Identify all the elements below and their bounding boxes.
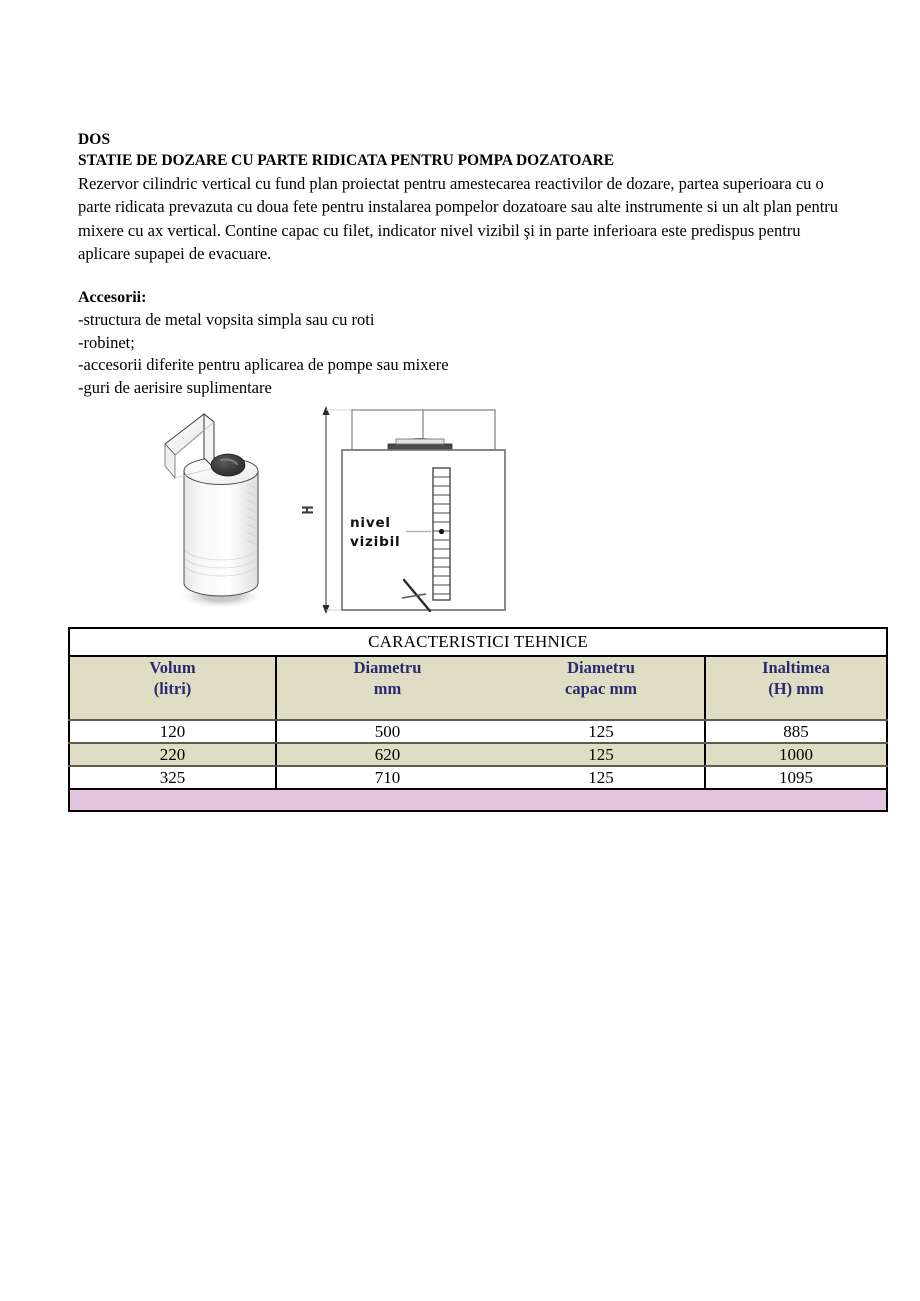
table-caption-row: [69, 628, 887, 656]
column-header-inaltimea-line1: Inaltimea: [762, 658, 830, 677]
cell-diametru: 620: [276, 743, 498, 766]
technical-characteristics-table: [68, 627, 886, 812]
table-caption: CARACTERISTICI TEHNICE: [69, 628, 887, 656]
cell-diametru-capac: 125: [498, 720, 705, 743]
tank-elevation-drawing: [299, 406, 505, 614]
page-subtitle: STATIE DE DOZARE CU PARTE RIDICATA PENTRU POMPA DOZATOARE: [78, 152, 615, 169]
cell-diametru-capac: 125: [498, 766, 705, 789]
column-header-diametru-capac-line1: Diametru: [567, 658, 635, 677]
column-header-diametru-capac-line2: capac mm: [565, 679, 637, 698]
column-header-volum-line2: (litri): [153, 679, 192, 698]
cell-volum: 325: [69, 766, 276, 789]
tank-3d-illustration: [165, 414, 265, 609]
accessories-item: -guri de aerisire suplimentare: [78, 377, 272, 397]
column-header-diametru: [276, 656, 498, 720]
screw-cap-profile: [388, 439, 452, 452]
accessories-item: -accesorii diferite pentru aplicarea de pompe sau mixere: [78, 355, 449, 375]
cell-inaltime: 1095: [705, 766, 887, 789]
accessories-item: -structura de metal vopsita simpla sau cu roti: [78, 310, 375, 329]
table-row: [69, 743, 887, 766]
cell-volum: 220: [69, 743, 276, 766]
table-header-row: [69, 656, 887, 720]
cell-inaltime: 885: [705, 720, 887, 743]
column-header-diametru-line1: Diametru: [353, 658, 422, 677]
cell-volum: 120: [69, 720, 276, 743]
height-dimension-label: H: [299, 505, 317, 515]
table-row: [69, 720, 887, 743]
level-label-line-2: vizibil: [350, 534, 401, 550]
accessories-heading: Accesorii:: [78, 289, 147, 306]
column-header-diametru-line2: mm: [373, 679, 402, 698]
column-header-volum-line1: Volum: [149, 658, 196, 677]
table-footer-row: [69, 789, 887, 811]
cell-diametru: 710: [276, 766, 498, 789]
cell-diametru: 500: [276, 720, 498, 743]
column-header-inaltimea: [705, 656, 887, 720]
cell-inaltime: 1000: [705, 743, 887, 766]
column-header-volum: [69, 656, 276, 720]
accessories-item: -robinet;: [78, 332, 135, 352]
cell-diametru-capac: 125: [498, 743, 705, 766]
product-description: Rezervor cilindric vertical cu fund plan proiectat pentru amestecarea reactivilor de dozare, partea superioara cu o parte ridicata prevazuta cu doua fete pentru instalarea pompelor dozatoare sau alte instrumente si un alt plan pentru mixere cu ax vertical. Contine capac cu filet, indicator nivel vizibil şi in parte inferioara este predispus pentru aplicare supapei de evacuare.: [78, 174, 839, 264]
document-header-block: [78, 130, 848, 266]
page-title: DOS: [78, 131, 111, 148]
technical-drawing: [150, 398, 510, 630]
column-header-inaltimea-line2: (H) mm: [768, 679, 824, 698]
column-header-diametru-capac: [498, 656, 705, 720]
level-label-line-1: nivel: [350, 515, 391, 531]
table-footer-cell: [69, 789, 887, 811]
table-row: [69, 766, 887, 789]
accessories-block: [78, 287, 678, 399]
